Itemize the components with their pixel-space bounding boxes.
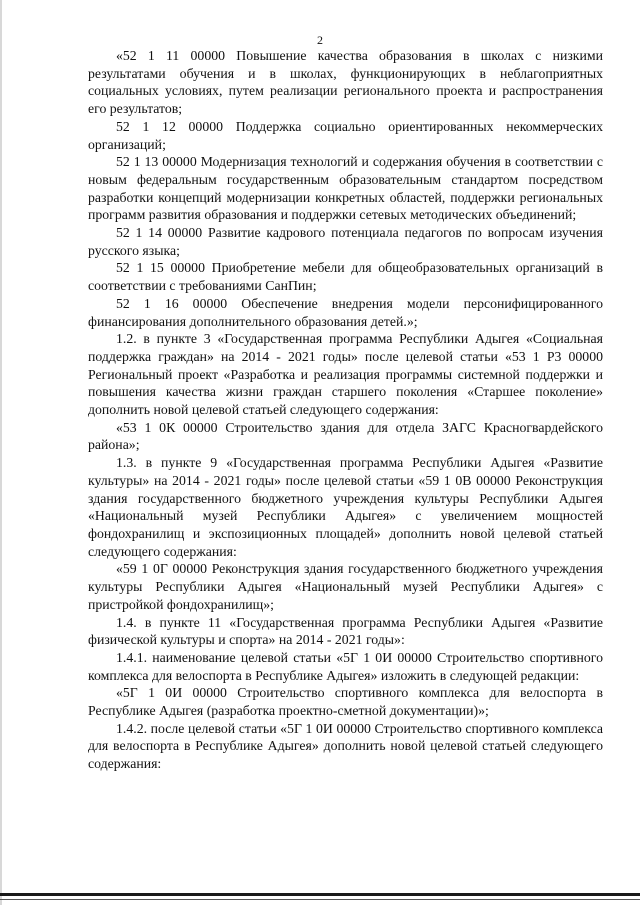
- paragraph-53-1-0k: «53 1 0К 00000 Строительство здания для отдела ЗАГС Красногвардейского района»;: [88, 419, 603, 453]
- paragraph-52-1-12: 52 1 12 00000 Поддержка социально ориентированных некоммерческих организаций;: [88, 118, 603, 152]
- paragraph-52-1-14: 52 1 14 00000 Развитие кадрового потенциала педагогов по вопросам изучения русского языка;: [88, 225, 603, 258]
- paragraph-59-1-0g: «59 1 0Г 00000 Реконструкция здания государственного бюджетного учреждения культуры Республики Адыгея «Национальный музей Республики Адыгея» с пристройкой фондохранилищ»;: [88, 561, 603, 612]
- paragraph-52-1-11: «52 1 11 00000 Повышение качества образования в школах с низкими результатами обучения и в школах, функционирующих в неблагоприятных социальных условиях, путем реализации регионального проекта и распространения его результатов;: [88, 48, 603, 117]
- scan-bottom-edge: [0, 893, 640, 896]
- scan-edge: [0, 0, 2, 905]
- paragraph-52-1-15: 52 1 15 00000 Приобретение мебели для общеобразовательных организаций в соответствии с требованиями СанПин;: [88, 260, 603, 294]
- paragraph-1-4-2: 1.4.2. после целевой статьи «5Г 1 0И 00000 Строительство спортивного комплекса для велоспорта в Республике Адыгея» дополнить новой целевой статьей следующего содержания:: [88, 720, 603, 772]
- paragraph-52-1-13: 52 1 13 00000 Модернизация технологий и содержания обучения в соответствии с новым федеральным государственным образовательным стандартом посредством разработки концепций модернизации конкретных областей, поддержки региональных программ развития образования и поддержки сетевых методических объединений;: [88, 154, 603, 223]
- paragraph-52-1-16: 52 1 16 00000 Обеспечение внедрения модели персонифицированного финансирования дополнительного образования детей.»;: [88, 295, 603, 329]
- paragraph-1-2: 1.2. в пункте 3 «Государственная программа Республики Адыгея «Социальная поддержка граждан» на 2014 - 2021 годы» после целевой статьи «53 1 Р3 00000 Региональный проект «Разработка и реализация программы системной поддержки и повышения качества жизни граждан старшего поколения «Старшее поколение» дополнить новой целевой статьей следующего содержания:: [88, 331, 603, 418]
- paragraph-5g-1-0i: «5Г 1 0И 00000 Строительство спортивного комплекса для велоспорта в Республике Адыгея (разработка проектно-сметной документации)»;: [88, 685, 603, 719]
- scan-bottom-edge-thin: [0, 899, 640, 900]
- paragraph-1-4: 1.4. в пункте 11 «Государственная программа Республики Адыгея «Развитие физической культуры и спорта» на 2014 - 2021 годы»:: [88, 614, 603, 648]
- document-body: [88, 47, 603, 773]
- paragraph-1-4-1: 1.4.1. наименование целевой статьи «5Г 1 0И 00000 Строительство спортивного комплекса для велоспорта в Республике Адыгея» изложить в следующей редакции:: [88, 649, 603, 683]
- page-number: 2: [317, 33, 323, 47]
- paragraph-1-3: 1.3. в пункте 9 «Государственная программа Республики Адыгея «Развитие культуры» на 2014 - 2021 годы» после целевой статьи «59 1 0В 00000 Реконструкция здания государственного бюджетного учреждения культуры Республики Адыгея «Национальный музей Республики Адыгея» с увеличением мощностей фондохранилищ и экспозиционных площадей» дополнить новой целевой статьей следующего содержания:: [88, 455, 603, 559]
